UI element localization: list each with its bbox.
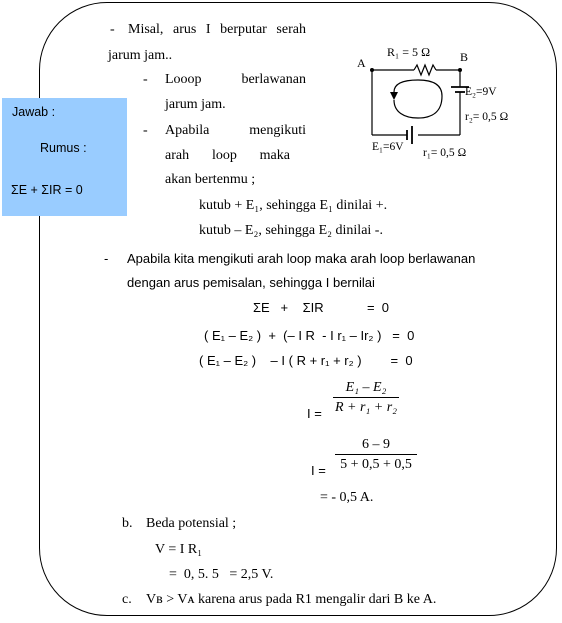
explanation-line1: Apabila kita mengikuti arah loop maka arah loop berlawanan — [127, 251, 476, 266]
intro-word: I — [205, 22, 211, 37]
sidebox-title: Jawab : — [12, 105, 56, 119]
part-b-label: b. — [122, 516, 133, 531]
equation-3: ( E₁ – E₂ ) – I ( R + r₁ + r₂ ) = 0 — [199, 353, 413, 368]
intro-line2: jarum jam.. — [108, 48, 173, 63]
i-label-1: I = — [307, 406, 322, 421]
circuit-label-r2: r₂= 0,5 Ω — [465, 111, 509, 123]
sidebox-formula: ΣE + ΣIR = 0 — [11, 183, 83, 197]
intro-word: berputar — [220, 22, 267, 37]
result-line: = - 0,5 A. — [320, 490, 374, 505]
sub2-word: maka — [259, 148, 290, 163]
fraction-symbolic-numerator: E₁ – E₂ — [345, 380, 387, 395]
sub2-word: mengikuti — [249, 123, 306, 138]
fraction-symbolic-denominator: R + r₁ + r₂ — [334, 400, 398, 415]
circuit-label-e1: E₁=6V — [372, 141, 404, 153]
sub1-word: berlawanan — [241, 72, 306, 87]
i-label-2: I = — [311, 463, 326, 478]
circuit-label-a: A — [357, 56, 366, 70]
node-a — [370, 68, 374, 72]
loop-arrow — [394, 80, 442, 118]
sub2-line1 — [165, 123, 306, 139]
circuit-diagram — [350, 40, 530, 160]
sidebox-subtitle: Rumus : — [40, 141, 87, 155]
circuit-label-e2: E₂=9V — [465, 86, 497, 98]
sub2-bullet: - — [143, 123, 148, 138]
sub1-word: Looop — [165, 72, 202, 87]
fraction-bar — [335, 454, 417, 455]
part-b-title: Beda potensial ; — [146, 516, 237, 531]
intro-bullet: - — [110, 22, 115, 37]
sub1-bullet: - — [143, 72, 148, 87]
sub2-word: arah — [165, 148, 190, 163]
resistor-r1-symbol — [414, 65, 436, 75]
intro-word: Misal, — [128, 22, 164, 37]
part-c-text: Vʙ > Vᴀ karena arus pada R1 mengalir dari B ke A. — [146, 592, 437, 607]
intro-word: serah — [276, 22, 306, 37]
sub1-line2: jarum jam. — [165, 97, 226, 112]
kutub-line1: kutub + E₁, sehingga E₁ dinilai +. — [199, 198, 388, 213]
part-b-line1: V = I R₁ — [155, 542, 203, 557]
fraction-numeric-numerator: 6 – 9 — [362, 437, 390, 452]
sub2-word: Apabila — [165, 123, 210, 138]
circuit-label-b: B — [460, 50, 469, 64]
answer-sidebox — [2, 98, 127, 216]
fraction-numeric — [335, 436, 417, 473]
explanation-line2: dengan arus pemisalan, sehingga I bernilai — [127, 275, 375, 290]
fraction-symbolic — [333, 379, 399, 416]
part-c-label: c. — [122, 592, 132, 607]
loop-arrow-head — [390, 92, 398, 100]
circuit-label-r1: R₁ = 5 Ω — [387, 45, 431, 59]
kutub-line2: kutub – E₂, sehingga E₂ dinilai -. — [199, 223, 383, 238]
equation-2: ( E₁ – E₂ ) + (– I R - I r₁ – Ir₂ ) = 0 — [204, 328, 415, 343]
fraction-bar — [333, 397, 399, 398]
sub1-line1 — [165, 72, 306, 88]
circuit-label-r1-internal: r₁= 0,5 Ω — [423, 147, 467, 159]
part-b-line2: = 0, 5. 5 = 2,5 V. — [169, 567, 274, 582]
intro-word: arus — [172, 22, 197, 37]
intro-line1 — [128, 22, 306, 38]
sub2-line3: akan bertenmu ; — [165, 172, 256, 187]
node-b — [458, 68, 462, 72]
equation-1: ΣE + ΣIR = 0 — [253, 300, 390, 315]
fraction-numeric-denominator: 5 + 0,5 + 0,5 — [340, 457, 412, 472]
explanation-bullet: - — [104, 251, 109, 266]
sub2-word: loop — [211, 148, 237, 163]
sub2-line2 — [165, 148, 290, 164]
